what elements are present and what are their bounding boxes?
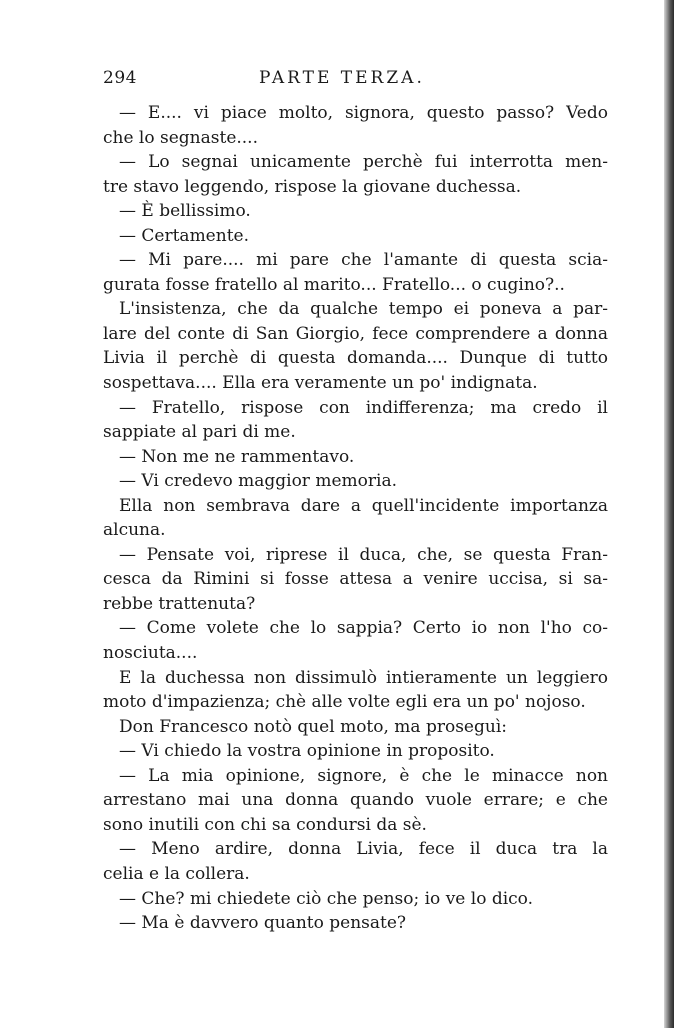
text-line: cesca da Rimini si fosse attesa a venire uccisa, si sa- [103, 569, 608, 590]
page-number: 294 [103, 68, 137, 88]
text-line: che lo segnaste.... [103, 127, 258, 148]
text-line: celia e la collera. [103, 863, 250, 884]
body-text [103, 101, 608, 936]
text-line: E la duchessa non dissimulò intieramente un leggiero [119, 667, 608, 688]
text-line: — Non me ne rammentavo. [119, 446, 355, 467]
text-line: sono inutili con chi sa condursi da sè. [103, 814, 427, 835]
text-line: — Meno ardire, donna Livia, fece il duca tra la [119, 839, 608, 860]
text-line: — Che? mi chiedete ciò che penso; io ve lo dico. [119, 888, 534, 909]
text-line: — Come volete che lo sappia? Certo io non l'ho co- [119, 618, 608, 639]
text-line: lare del conte di San Giorgio, fece comprendere a donna [103, 323, 608, 344]
text-line: gurata fosse fratello al marito... Fratello... o cugino?.. [103, 274, 565, 295]
text-line: rebbe trattenuta? [103, 593, 256, 614]
text-line: — È bellissimo. [119, 201, 251, 222]
page-header [103, 68, 608, 92]
text-line: Livia il perchè di questa domanda.... Dunque di tutto [103, 348, 608, 369]
text-line: — Mi pare.... mi pare che l'amante di questa scia- [119, 250, 608, 271]
text-line: — Fratello, rispose con indifferenza; ma credo il [119, 397, 608, 418]
text-line: sappiate al pari di me. [103, 422, 296, 443]
text-line: Ella non sembrava dare a quell'incidente importanza [119, 495, 608, 516]
text-line: — Lo segnai unicamente perchè fui interrotta men- [119, 152, 608, 173]
text-line: Don Francesco notò quel moto, ma proseguì: [119, 716, 507, 737]
text-line: — Pensate voi, riprese il duca, che, se questa Fran- [119, 544, 608, 565]
text-line: arrestano mai una donna quando vuole errare; e che [103, 790, 608, 811]
text-line: tre stavo leggendo, rispose la giovane duchessa. [103, 176, 522, 197]
text-line: — E.... vi piace molto, signora, questo passo? Vedo [119, 103, 608, 123]
text-line: alcuna. [103, 520, 166, 541]
running-title: PARTE TERZA. [259, 68, 425, 88]
text-line: — La mia opinione, signore, è che le minacce non [119, 765, 608, 786]
text-line: sospettava.... Ella era veramente un po' indignata. [103, 373, 538, 394]
text-line: — Ma è davvero quanto pensate? [119, 913, 407, 934]
text-line: — Certamente. [119, 225, 249, 246]
text-line: — Vi chiedo la vostra opinione in proposito. [119, 741, 495, 762]
text-line: nosciuta.... [103, 643, 198, 664]
text-line: moto d'impazienza; chè alle volte egli era un po' nojoso. [103, 692, 586, 713]
text-line: L'insistenza, che da qualche tempo ei poneva a par- [119, 299, 608, 320]
text-line: — Vi credevo maggior memoria. [119, 471, 397, 492]
scan-edge-shadow [664, 0, 674, 1028]
